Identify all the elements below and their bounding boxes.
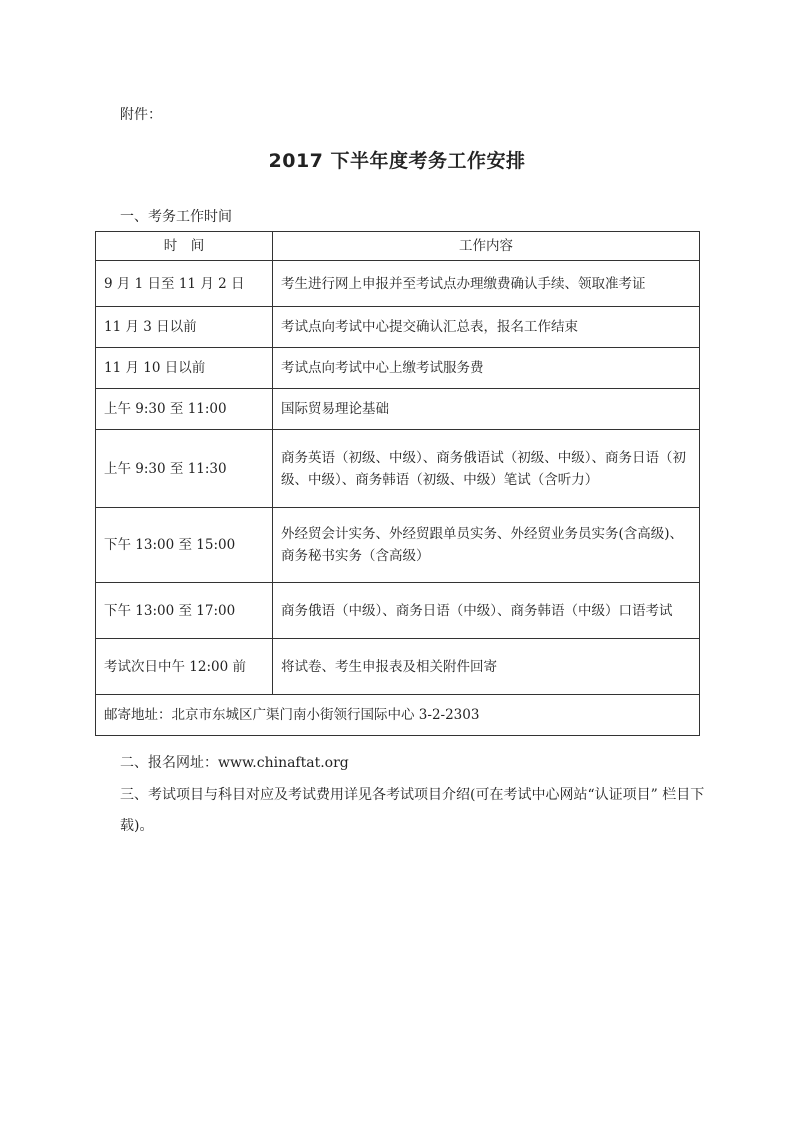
row-content: 国际贸易理论基础 [273,389,700,430]
row-time: 下午 13:00 至 17:00 [96,583,273,639]
table-row [96,348,700,389]
section-2-registration-url: 二、报名网址：www.chinaftat.org [120,755,349,771]
row-content: 考试点向考试中心提交确认汇总表，报名工作结束 [273,307,700,348]
schedule-table [95,231,700,736]
row-content: 考生进行网上申报并至考试点办理缴费确认手续、领取准考证 [273,261,700,307]
section-3-exam-info: 三、考试项目与科目对应及考试费用详见各考试项目介绍(可在考试中心网站“认证项目” 栏目下载)。 [120,787,705,834]
section-1-heading: 一、考务工作时间 [120,209,232,225]
document-title: 2017 下半年度考务工作安排 [268,150,526,172]
attachment-label: 附件： [120,107,162,123]
row-time: 下午 13:00 至 15:00 [96,508,273,583]
address-row [96,695,700,736]
table-row [96,508,700,583]
row-content: 商务俄语（中级）、商务日语（中级）、商务韩语（中级）口语考试 [273,583,700,639]
row-content: 外经贸会计实务、外经贸跟单员实务、外经贸业务员实务(含高级)、商务秘书实务（含高级） [273,508,700,583]
header-content: 工作内容 [273,232,700,261]
table-row [96,261,700,307]
row-time: 9 月 1 日至 11 月 2 日 [96,261,273,307]
table-row [96,583,700,639]
table-row [96,639,700,695]
row-content: 将试卷、考生申报表及相关附件回寄 [273,639,700,695]
header-time: 时 间 [96,232,273,261]
row-content: 考试点向考试中心上缴考试服务费 [273,348,700,389]
row-content: 商务英语（初级、中级）、商务俄语试（初级、中级）、商务日语（初级、中级）、商务韩语（初级、中级）笔试（含听力） [273,430,700,508]
table-row [96,430,700,508]
row-time: 上午 9:30 至 11:00 [96,389,273,430]
table-row [96,389,700,430]
row-time: 11 月 10 日以前 [96,348,273,389]
row-time: 考试次日中午 12:00 前 [96,639,273,695]
mailing-address: 邮寄地址：北京市东城区广渠门南小街领行国际中心 3-2-2303 [96,695,700,736]
row-time: 上午 9:30 至 11:30 [96,430,273,508]
table-header-row [96,232,700,261]
row-time: 11 月 3 日以前 [96,307,273,348]
table-row [96,307,700,348]
